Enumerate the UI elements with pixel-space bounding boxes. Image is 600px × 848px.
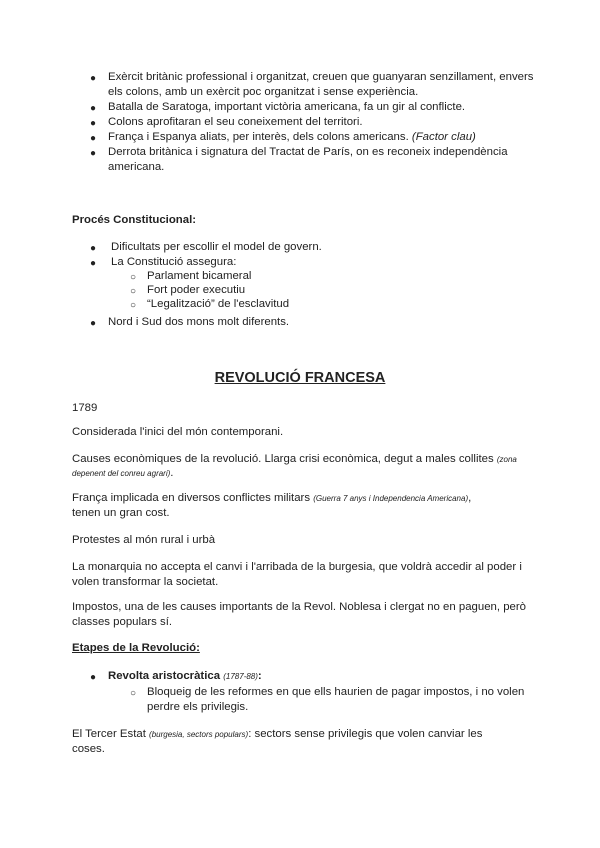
sub-bullet-circle-icon: ○ (130, 300, 137, 311)
list-item-line: americana. (108, 161, 165, 173)
bullet-dot-icon: ● (90, 148, 97, 159)
bullet-dot-icon: ● (90, 672, 97, 683)
list-item: La Constitució assegura: (111, 256, 237, 268)
bullet-dot-icon: ● (90, 73, 97, 84)
paragraph-text: , (468, 492, 472, 504)
list-item: Dificultats per escollir el model de govern. (111, 241, 322, 253)
bullet-dot-icon: ● (90, 318, 97, 329)
paragraph-note: (zona (496, 455, 517, 464)
list-item-line: els colons, amb un exèrcit poc organitzat i sense experiència. (108, 86, 419, 98)
paragraph: Considerada l'inici del món contemporani. (72, 426, 284, 438)
sub-list-item: “Legalització” de l'esclavitud (147, 298, 290, 310)
list-item-note: (Factor clau) (411, 131, 476, 143)
sub-list-item: Fort poder executiu (147, 284, 246, 296)
paragraph-text: França implicada en diversos conflictes militars (72, 492, 311, 504)
sub-list-item-line: Bloqueig de les reformes en que ells haurien de pagar impostos, i no volen (147, 686, 525, 698)
sub-bullet-circle-icon: ○ (130, 286, 137, 297)
sub-bullet-circle-icon: ○ (130, 272, 137, 283)
sub-list-item: Parlament bicameral (147, 270, 252, 282)
paragraph-line (72, 452, 517, 467)
list-item-line: Exèrcit britànic professional i organitzat, creuen que guanyaran senzillament, envers (108, 71, 534, 83)
list-item (108, 669, 262, 684)
paragraph-text: . (170, 467, 174, 479)
section-heading-constitutional: Procés Constitucional: (72, 214, 197, 226)
paragraph-line: classes populars sí. (72, 616, 173, 628)
paragraph-text: El Tercer Estat (72, 728, 146, 740)
bullet-dot-icon: ● (90, 133, 97, 144)
paragraph-text: Causes econòmiques de la revolució. Llarga crisi econòmica, degut a males collites (72, 453, 494, 465)
section-heading-stages: Etapes de la Revolució: (72, 642, 200, 654)
bullet-dot-icon: ● (90, 258, 97, 269)
paragraph-line (72, 491, 471, 506)
bullet-dot-icon: ● (90, 243, 97, 254)
list-item-line: Batalla de Saratoga, important victòria americana, fa un gir al conflicte. (108, 101, 466, 113)
paragraph-note: depenent del conreu agrari) (72, 469, 171, 478)
bullet-dot-icon: ● (90, 103, 97, 114)
paragraph-line (72, 466, 173, 481)
stage-dates: (1787-88) (223, 672, 258, 681)
list-item-text: França i Espanya aliats, per interès, dels colons americans. (108, 131, 409, 143)
paragraph-line (72, 727, 482, 742)
paragraph-line: coses. (72, 743, 105, 755)
page-title: REVOLUCIÓ FRANCESA (214, 370, 386, 386)
list-item: Nord i Sud dos mons molt diferents. (108, 316, 290, 328)
sub-list-item-line: perdre els privilegis. (147, 701, 249, 713)
stage-colon: : (257, 670, 262, 682)
list-item-line: Colons aprofitaran el seu coneixement del territori. (108, 116, 363, 128)
bullet-dot-icon: ● (90, 118, 97, 129)
paragraph-line: volen transformar la societat. (72, 576, 219, 588)
paragraph-note: (Guerra 7 anys i Independencia Americana) (313, 494, 469, 503)
paragraph-note: (burgesia, sectors populars) (149, 730, 249, 739)
year-label: 1789 (72, 402, 98, 414)
paragraph-text: : sectors sense privilegis que volen canviar les (248, 728, 483, 740)
paragraph: Protestes al món rural i urbà (72, 534, 216, 546)
sub-bullet-circle-icon: ○ (130, 688, 137, 699)
paragraph-line: La monarquia no accepta el canvi i l'arribada de la burgesia, que voldrà accedir al poder i (72, 561, 522, 573)
list-item-line: Derrota britànica i signatura del Tractat de París, on es reconeix independència (108, 146, 508, 158)
paragraph-line: tenen un gran cost. (72, 507, 170, 519)
stage-title: Revolta aristocràtica (108, 670, 221, 682)
list-item-line (108, 130, 476, 145)
paragraph-line: Impostos, una de les causes importants de la Revol. Noblesa i clergat no en paguen, però (72, 601, 526, 613)
